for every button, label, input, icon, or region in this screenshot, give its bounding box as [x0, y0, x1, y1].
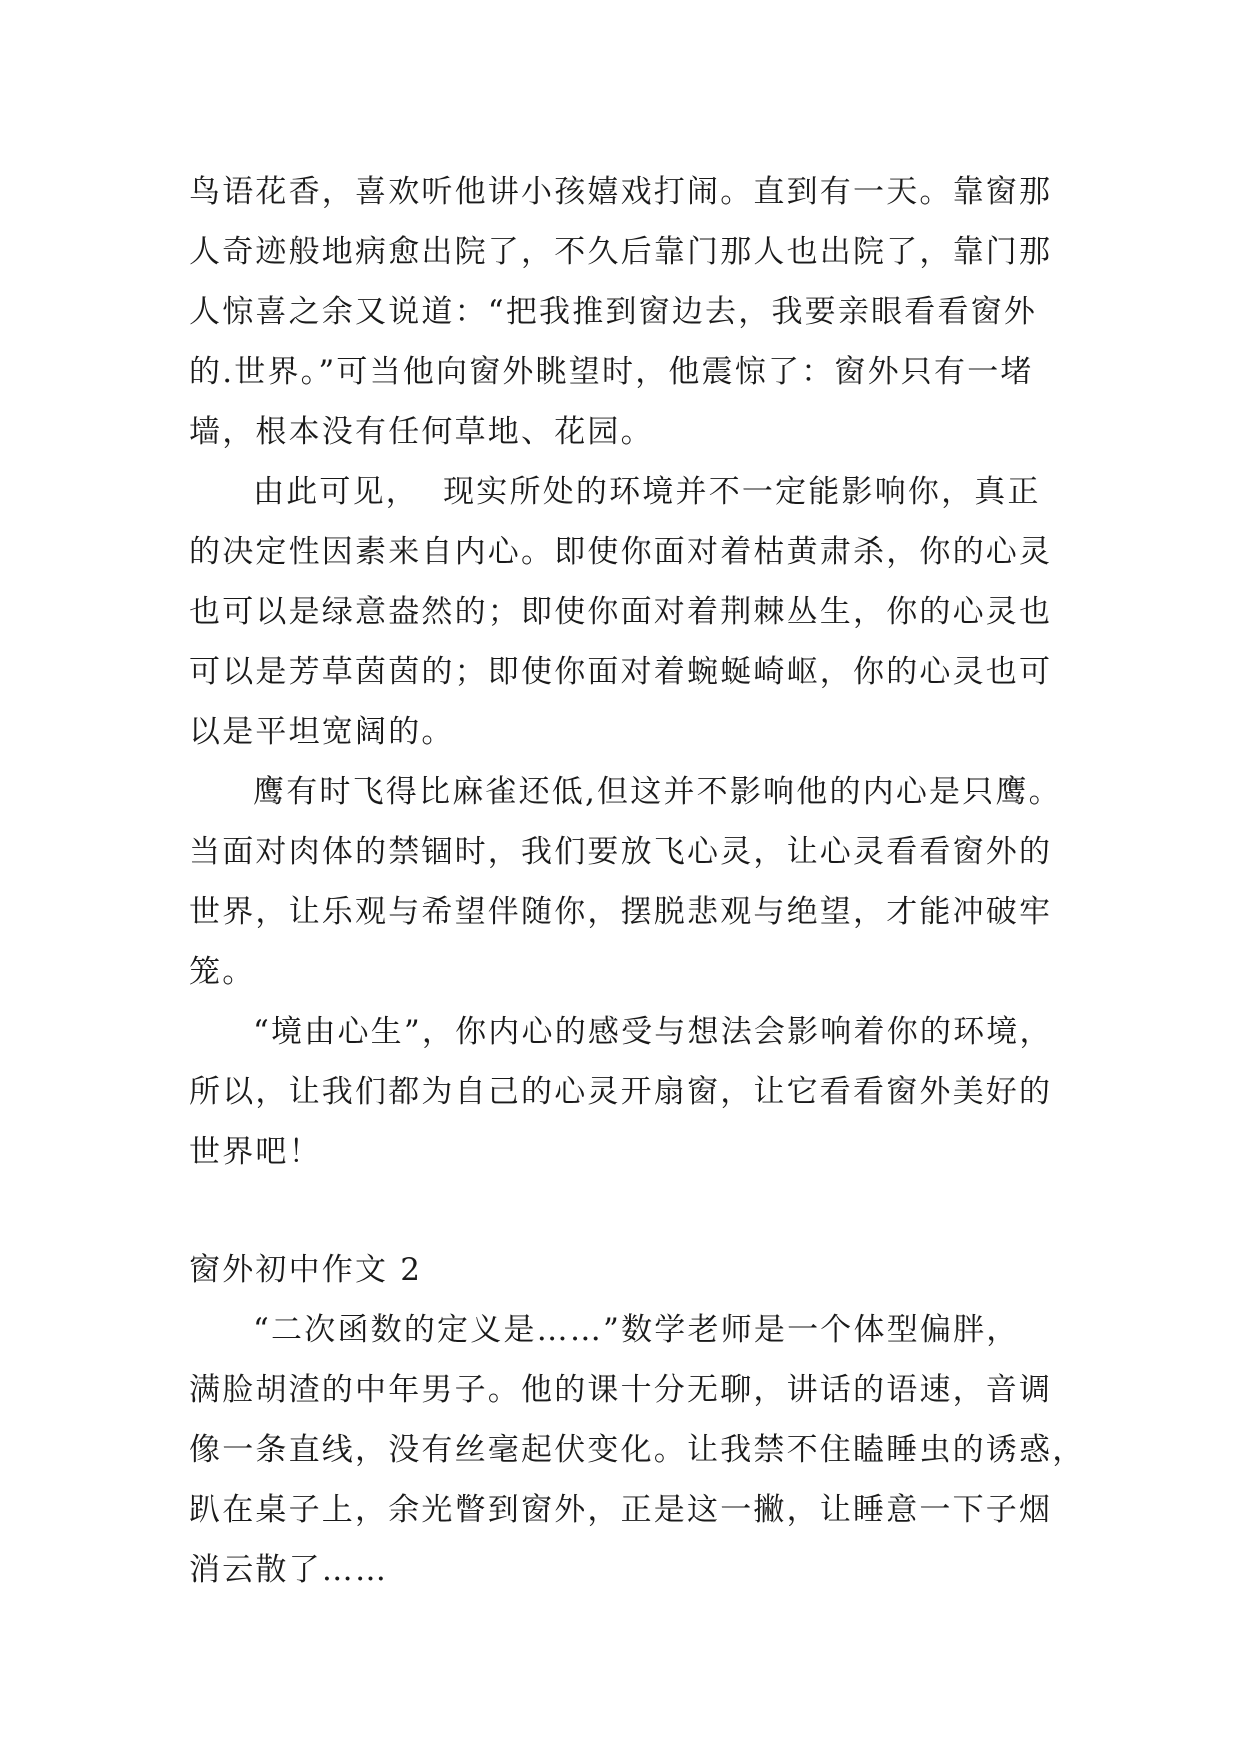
text-line: 趴在桌子上，余光瞥到窗外，正是这一撇，让睡意一下子烟	[189, 1492, 1053, 1528]
text-line: 世界吧！	[189, 1134, 322, 1170]
text-line: 像一条直线，没有丝毫起伏变化。让我禁不住瞌睡虫的诱惑，	[189, 1432, 1086, 1468]
section-title: 窗外初中作文 2	[189, 1252, 423, 1288]
paragraph	[189, 162, 1059, 462]
text-line: 笼。	[189, 954, 256, 990]
text-line: 墙，根本没有任何草地、花园。	[189, 414, 654, 450]
text-line: 的决定性因素来自内心。即使你面对着枯黄肃杀，你的心灵	[189, 534, 1053, 570]
text-line: 满脸胡渣的中年男子。他的课十分无聊，讲话的语速，音调	[189, 1372, 1053, 1408]
section-gap	[189, 1182, 1059, 1240]
text-line: 人奇迹般地病愈出院了，不久后靠门那人也出院了，靠门那	[189, 234, 1053, 270]
text-line: “二次函数的定义是……”数学老师是一个体型偏胖，	[253, 1312, 1020, 1348]
text-line: 以是平坦宽阔的。	[189, 714, 455, 750]
text-line: 可以是芳草茵茵的；即使你面对着蜿蜒崎岖，你的心灵也可	[189, 654, 1053, 690]
text-line: 也可以是绿意盎然的；即使你面对着荆棘丛生，你的心灵也	[189, 594, 1053, 630]
text-line: 当面对肉体的禁锢时，我们要放飞心灵，让心灵看看窗外的	[189, 834, 1053, 870]
text-line: “境由心生”，你内心的感受与想法会影响着你的环境，	[253, 1014, 1053, 1050]
text-line: 鸟语花香，喜欢听他讲小孩嬉戏打闹。直到有一天。靠窗那	[189, 174, 1053, 210]
text-line: 消云散了……	[189, 1552, 389, 1588]
paragraph	[189, 462, 1059, 762]
paragraph	[189, 762, 1062, 1002]
text-line: 所以，让我们都为自己的心灵开扇窗，让它看看窗外美好的	[189, 1074, 1053, 1110]
document-body	[189, 162, 1086, 1600]
paragraph	[189, 1300, 1086, 1600]
text-line: 由此可见， 现实所处的环境并不一定能影响你，真正	[253, 474, 1041, 510]
text-line: 的.世界。”可当他向窗外眺望时，他震惊了：窗外只有一堵	[189, 354, 1034, 390]
text-line: 世界，让乐观与希望伴随你，摆脱悲观与绝望，才能冲破牢	[189, 894, 1053, 930]
paragraph	[189, 1002, 1059, 1182]
text-line: 人惊喜之余又说道：“把我推到窗边去，我要亲眼看看窗外	[189, 294, 1038, 330]
text-line: 鹰有时飞得比麻雀还低,但这并不影响他的内心是只鹰。	[253, 774, 1062, 810]
